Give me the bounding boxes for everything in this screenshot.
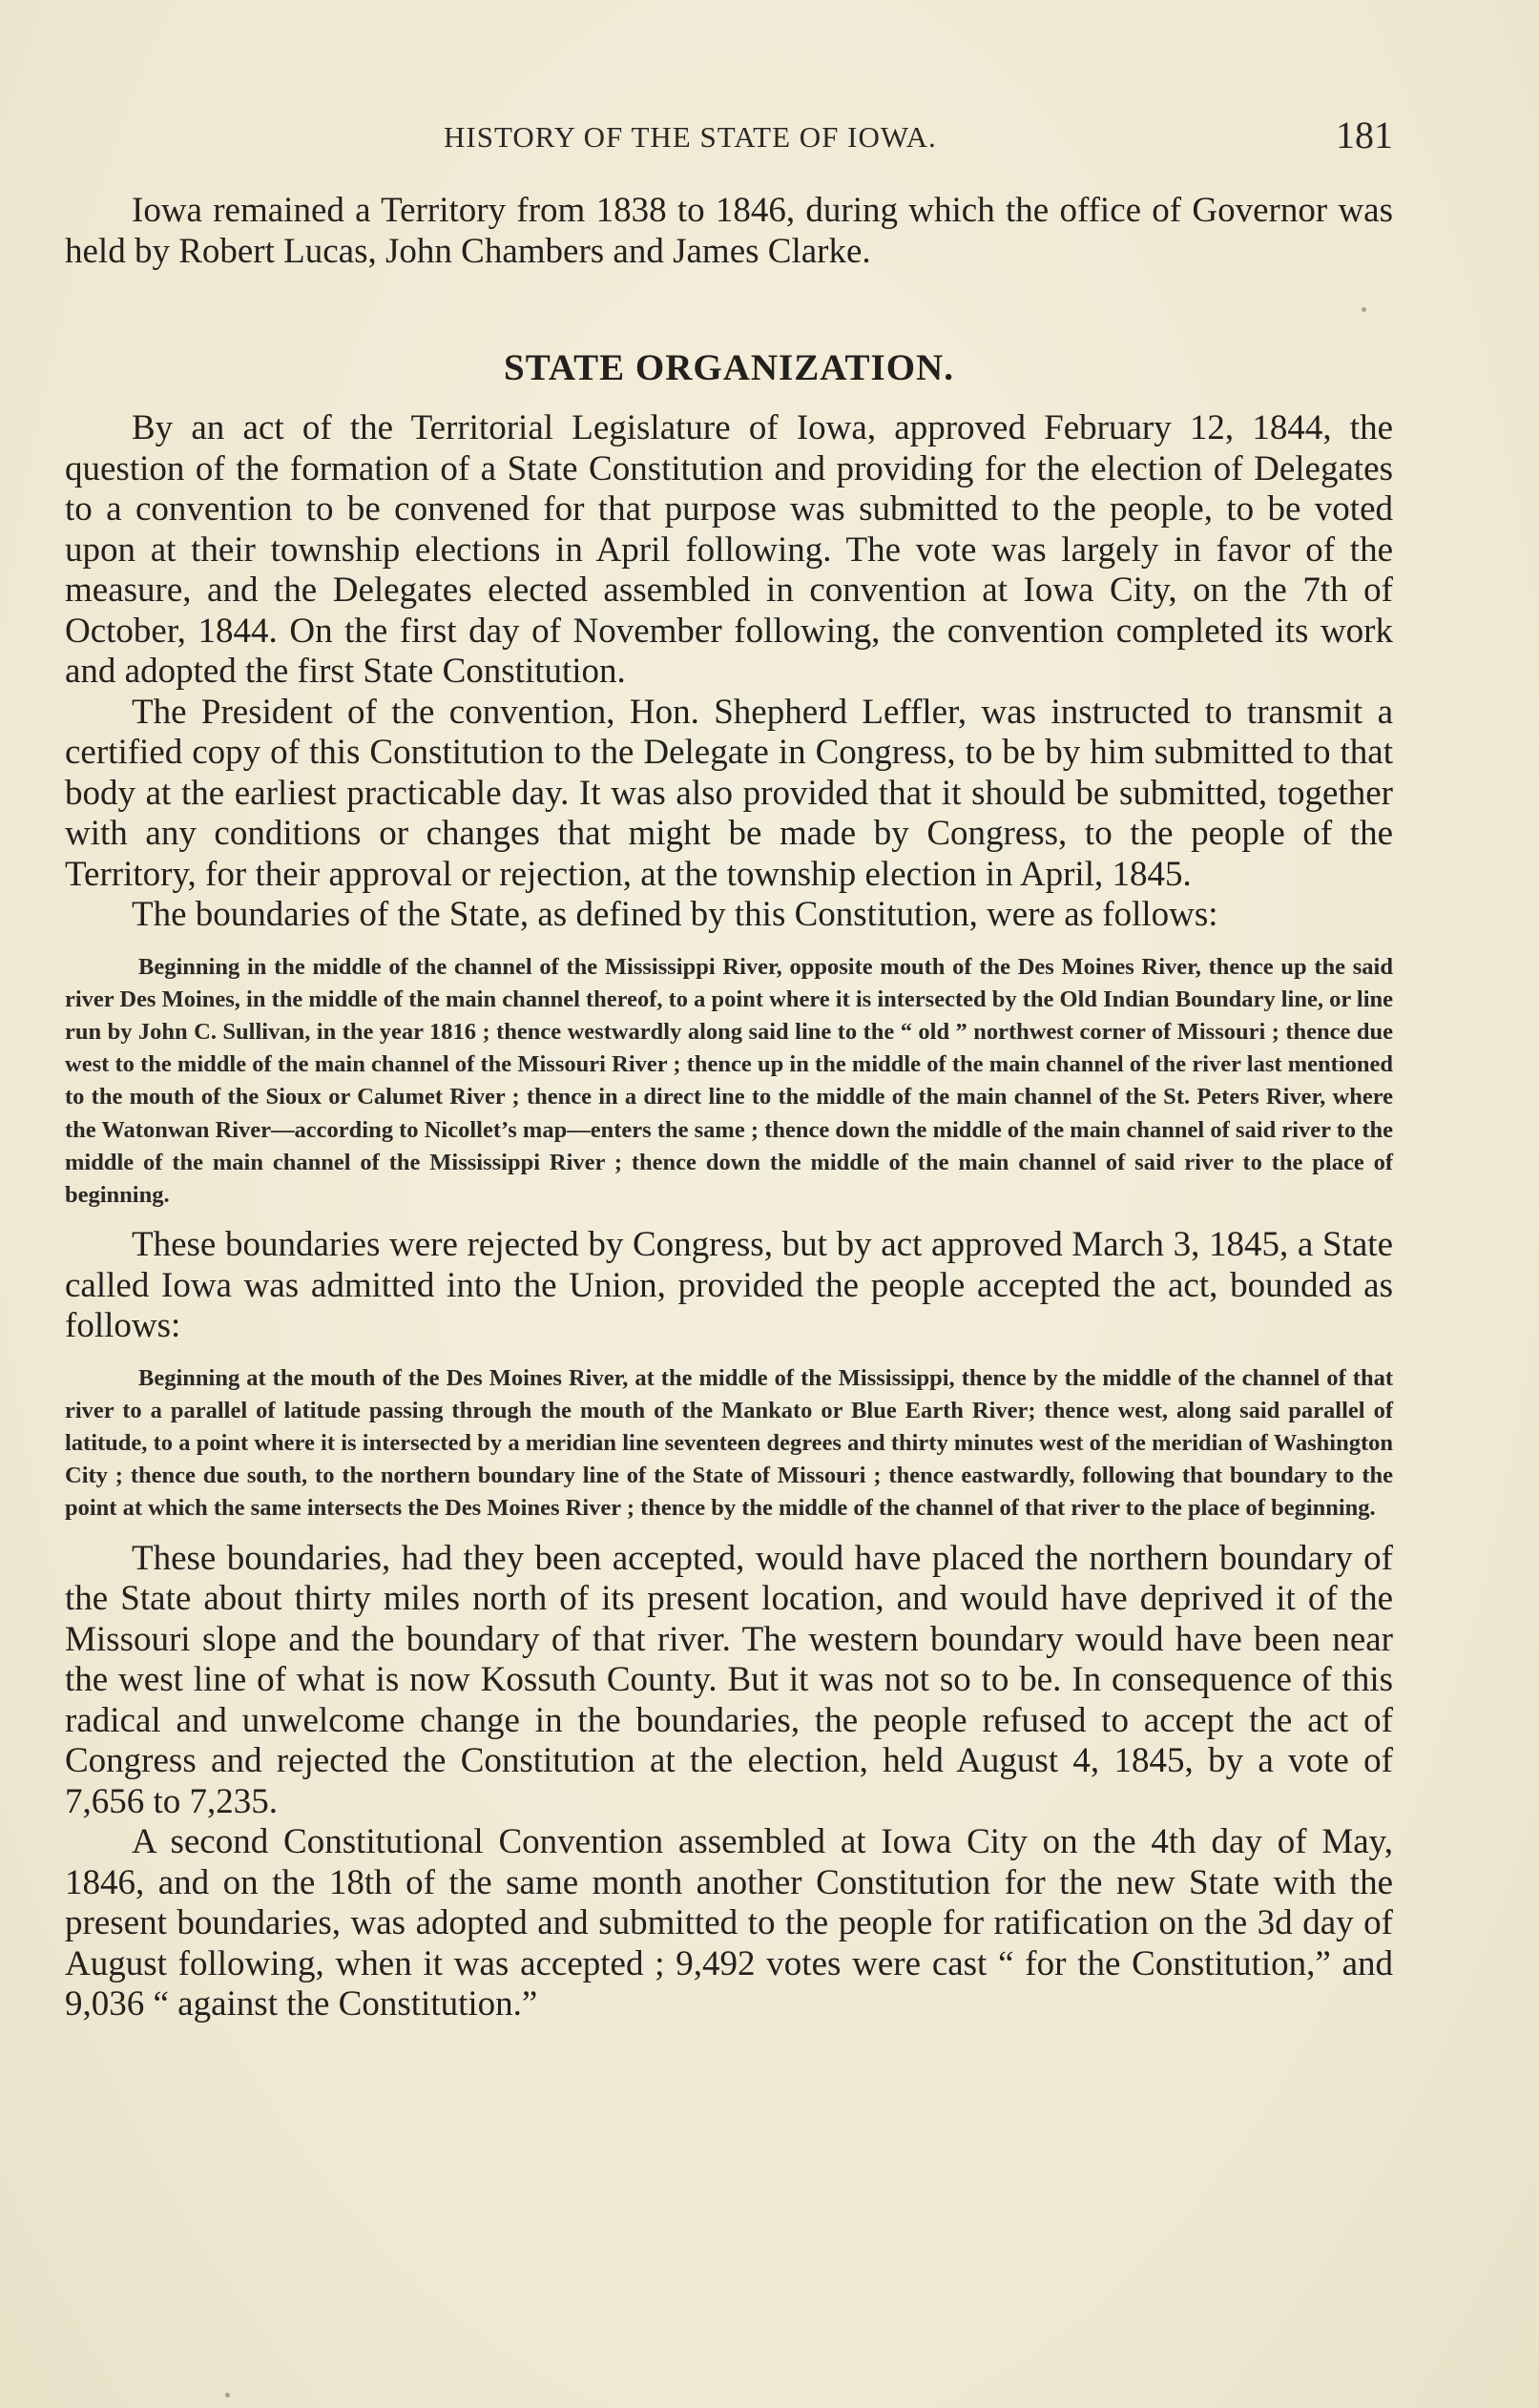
running-head: HISTORY OF THE STATE OF IOWA.	[444, 120, 937, 154]
paragraph-legislature-act: By an act of the Territorial Legislature of Iowa, approved February 12, 1844, the question of the formation of a State Constitution and providing for the election of Delegates to a convention to be convened for that purpose was submitted to the people, to be voted upon at their township elections in April following. The vote was largely in favor of the measure, and the Delegates elected assembled in convention at Iowa City, on the 7th of October, 1844. On the first day of November following, the convention completed its work and adopted the first State Constitution.	[65, 408, 1393, 691]
print-speck	[1362, 307, 1366, 312]
paragraph-boundaries-consequence: These boundaries, had they been accepted, would have placed the northern boundary of the State about thirty miles north of its present location, and would have deprived it of the Missouri slope and the boundary of that river. The western boundary would have been near the west line of what is now Kossuth County. But it was not so to be. In consequence of this radical and unwelcome change in the boundaries, the people refused to accept the act of Congress and rejected the Constitution at the election, held August 4, 1845, by a vote of 7,656 to 7,235.	[65, 1538, 1393, 1821]
paragraph-convention-president: The President of the convention, Hon. Shepherd Leffler, was instructed to transmit a certified copy of this Constitution to the Delegate in Congress, to be by him submitted to that body at the earliest practicable day. It was also provided that it should be submitted, together with any conditions or changes that might be made by Congress, to the people of the Territory, for their approval or rejection, at the township election in April, 1845.	[65, 692, 1393, 894]
page-number: 181	[1336, 114, 1393, 156]
page-header	[67, 113, 1393, 160]
section-heading: STATE ORGANIZATION.	[504, 347, 954, 388]
paragraph-second-convention: A second Constitutional Convention assembled at Iowa City on the 4th day of May, 1846, and on the 18th of the same month another Constitution for the new State with the present boundaries, was adopted and submitted to the people for ratification on the 3d day of August following, when it was accepted ; 9,492 votes were cast “ for the Constitution,” and 9,036 “ against the Constitution.”	[65, 1822, 1393, 2024]
print-speck	[225, 2393, 230, 2398]
body-text	[65, 191, 1393, 2025]
paragraph-territory: Iowa remained a Territory from 1838 to 1846, during which the office of Governor was held by Robert Lucas, John Chambers and James Clarke.	[65, 191, 1393, 271]
boundary-quote-2: Beginning at the mouth of the Des Moines River, at the middle of the Mississippi, thence by the middle of the channel of that river to a parallel of latitude passing through the mouth of the Mankato or Blue Earth River; thence west, along said parallel of latitude, to a point where it is intersected by a meridian line seventeen degrees and thirty minutes west of the meridian of Washington City ; thence due south, to the northern boundary line of the State of Missouri ; thence eastwardly, following that boundary to the point at which the same intersects the Des Moines River ; thence by the middle of the channel of that river to the place of beginning.	[65, 1364, 1393, 1522]
paragraph-boundaries-intro: The boundaries of the State, as defined by this Constitution, were as follows:	[132, 895, 1218, 934]
paragraph-rejected-by-congress: These boundaries were rejected by Congress, but by act approved March 3, 1845, a State called Iowa was admitted into the Union, provided the people accepted the act, bounded as follows:	[65, 1225, 1393, 1346]
boundary-quote-1: Beginning in the middle of the channel of the Mississippi River, opposite mouth of the Des Moines River, thence up the said river Des Moines, in the middle of the main channel thereof, to a point where it is intersected by the Old Indian Boundary line, or line run by John C. Sullivan, in the year 1816 ; thence westwardly along said line to the “ old ” northwest corner of Missouri ; thence due west to the middle of the main channel of the Missouri River ; thence up in the middle of the main channel of the river last mentioned to the mouth of the Sioux or Calumet River ; thence in a direct line to the middle of the main channel of the St. Peters River, where the Watonwan River—according to Nicollet’s map—enters the same ; thence down the middle of the main channel of said river to the middle of the main channel of the Mississippi River ; thence down the middle of the main channel of said river to the place of beginning.	[65, 953, 1393, 1208]
